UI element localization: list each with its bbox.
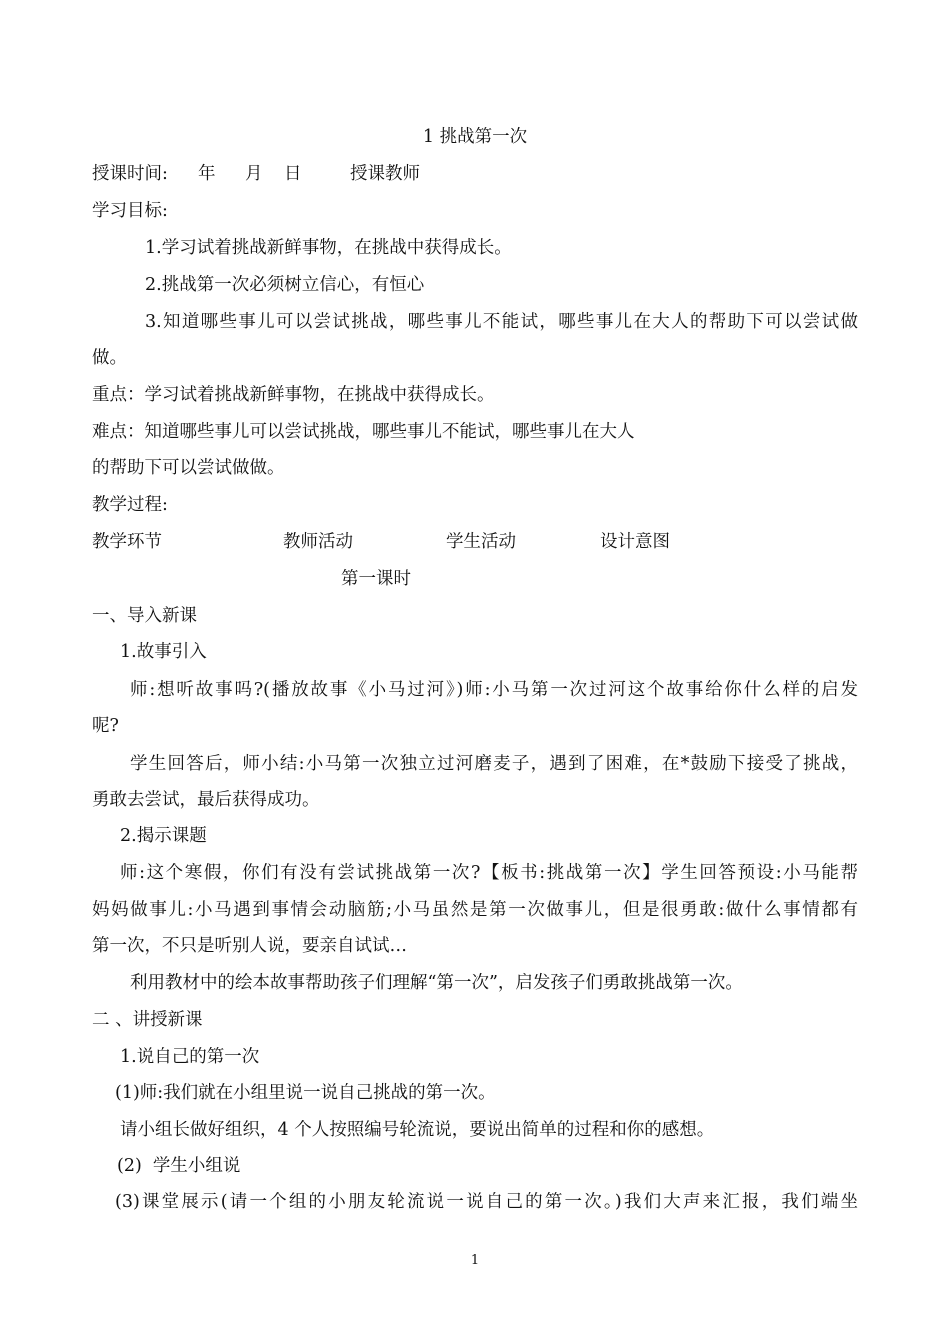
key-point: 重点：学习试着挑战新鲜事物，在挑战中获得成长。 bbox=[92, 385, 495, 405]
meta-time-label: 授课时间: bbox=[92, 164, 168, 184]
meta-day: 日 bbox=[284, 164, 302, 184]
s1-paragraph-1-line2: 呢? bbox=[92, 716, 119, 736]
meta-teacher-label: 授课教师 bbox=[350, 164, 420, 184]
lesson-label: 第一课时 bbox=[341, 569, 411, 589]
s2-paragraph-2: 请小组长做好组织，4 个人按照编号轮流说，要说出简单的过程和你的感想。 bbox=[120, 1120, 715, 1140]
s2-paragraph-1: (1)师:我们就在小组里说一说自己挑战的第一次。 bbox=[115, 1083, 496, 1103]
s1-paragraph-3-line2: 妈妈做事儿:小马遇到事情会动脑筋;小马虽然是第一次做事儿，但是很勇敢:做什么事情都有 bbox=[92, 900, 858, 920]
process-heading: 教学过程: bbox=[92, 495, 168, 515]
section-1-heading: 一、导入新课 bbox=[92, 606, 197, 626]
s1-paragraph-2-line1: 学生回答后，师小结:小马第一次独立过河磨麦子，遇到了困难，在*鼓励下接受了挑战， bbox=[130, 754, 858, 774]
goal-3-line2: 做。 bbox=[92, 348, 127, 368]
s1-paragraph-1-line1: 师:想听故事吗?(播放故事《小马过河》)师:小马第一次过河这个故事给你什么样的启发 bbox=[130, 680, 858, 700]
section-2-item-1: 1.说自己的第一次 bbox=[120, 1047, 260, 1067]
goal-1: 1.学习试着挑战新鲜事物，在挑战中获得成长。 bbox=[145, 238, 512, 258]
goal-3-line1: 3.知道哪些事儿可以尝试挑战，哪些事儿不能试，哪些事儿在大人的帮助下可以尝试做 bbox=[145, 312, 858, 332]
s1-paragraph-3-line3: 第一次，不只是听别人说，要亲自试试… bbox=[92, 936, 407, 956]
s2-paragraph-3: (2) 学生小组说 bbox=[117, 1156, 241, 1176]
page-number: 1 bbox=[470, 1253, 480, 1268]
col-design-intent: 设计意图 bbox=[600, 532, 670, 552]
s1-paragraph-2-line2: 勇敢去尝试，最后获得成功。 bbox=[92, 790, 320, 810]
difficulty-line1: 难点：知道哪些事儿可以尝试挑战，哪些事儿不能试，哪些事儿在大人 bbox=[92, 422, 635, 442]
goals-heading: 学习目标: bbox=[92, 201, 168, 221]
section-1-item-2: 2.揭示课题 bbox=[120, 826, 207, 846]
meta-year: 年 bbox=[198, 164, 216, 184]
meta-month: 月 bbox=[245, 164, 263, 184]
s1-paragraph-4: 利用教材中的绘本故事帮助孩子们理解“第一次”，启发孩子们勇敢挑战第一次。 bbox=[130, 973, 743, 993]
col-teaching-stage: 教学环节 bbox=[92, 532, 162, 552]
section-2-heading: 二 、讲授新课 bbox=[92, 1010, 203, 1030]
col-student-activity: 学生活动 bbox=[446, 532, 516, 552]
section-1-item-1: 1.故事引入 bbox=[120, 642, 207, 662]
s1-paragraph-3-line1: 师:这个寒假，你们有没有尝试挑战第一次?【板书:挑战第一次】学生回答预设:小马能帮 bbox=[120, 863, 858, 883]
document-title: 1 挑战第一次 bbox=[422, 127, 528, 147]
goal-2: 2.挑战第一次必须树立信心，有恒心 bbox=[145, 275, 425, 295]
s2-paragraph-4: (3)课堂展示(请一个组的小朋友轮流说一说自己的第一次。)我们大声来汇报，我们端坐 bbox=[115, 1192, 858, 1212]
col-teacher-activity: 教师活动 bbox=[283, 532, 353, 552]
difficulty-line2: 的帮助下可以尝试做做。 bbox=[92, 458, 285, 478]
